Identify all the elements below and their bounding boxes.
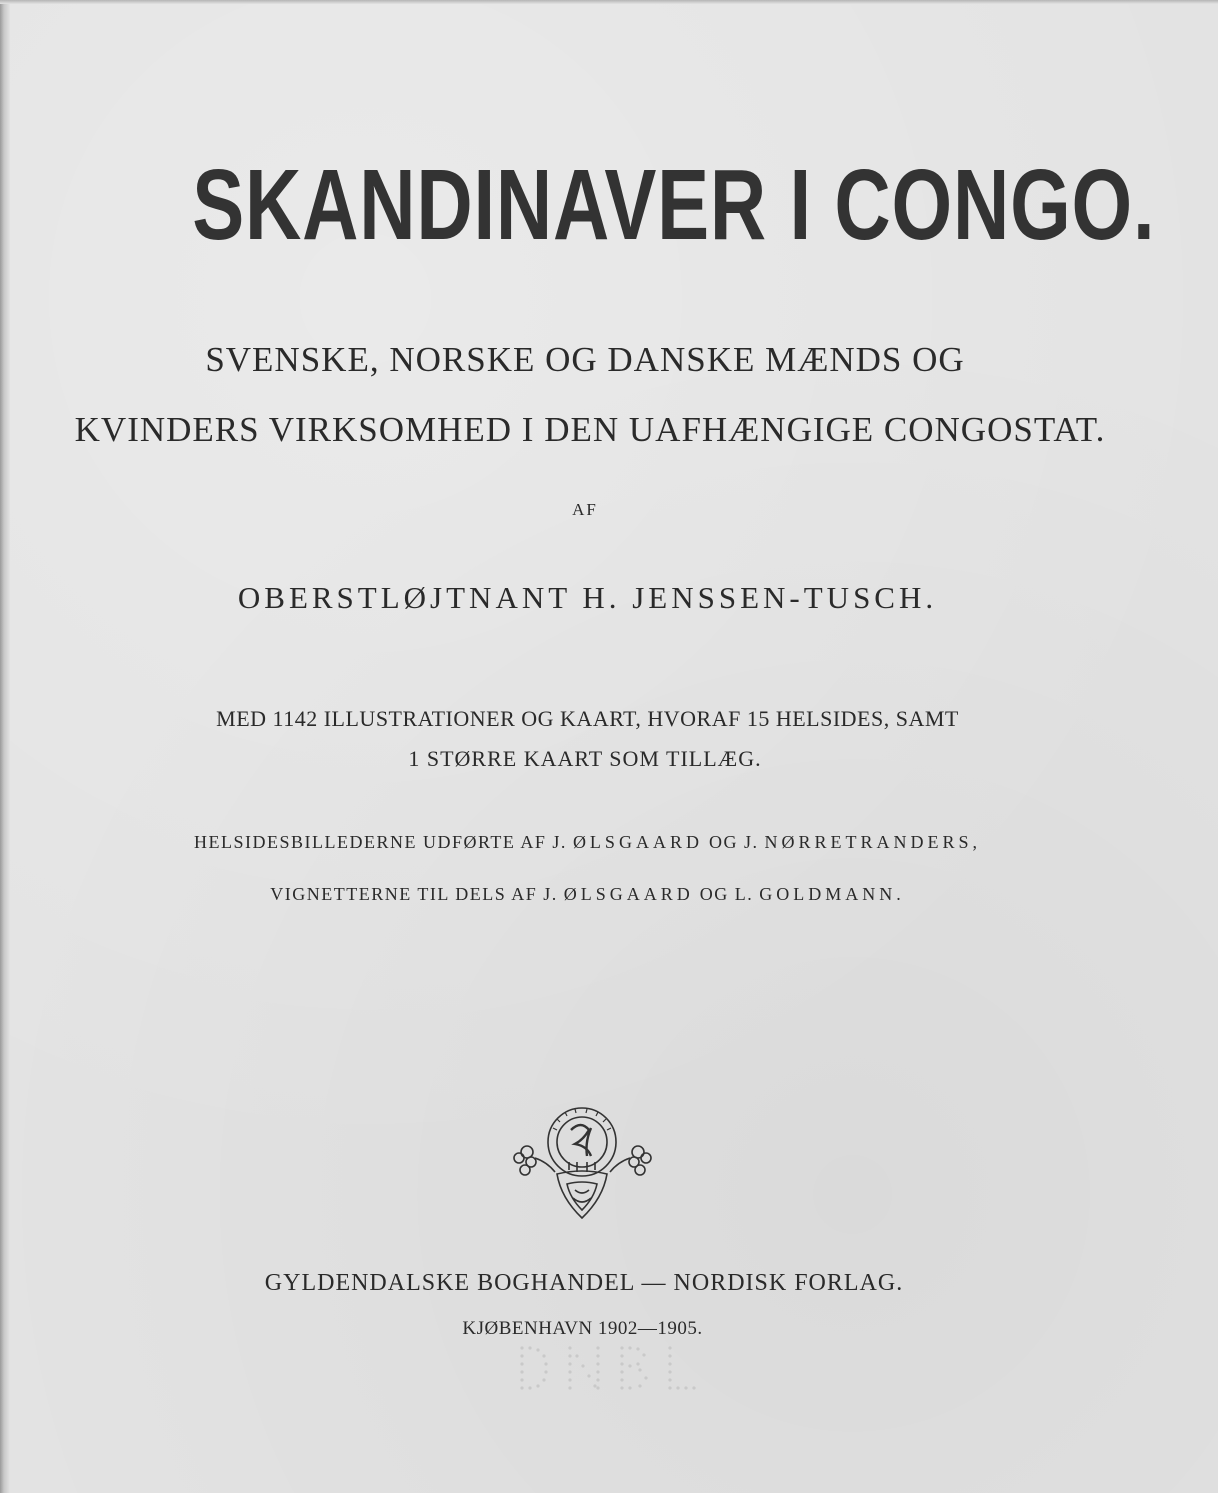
stamp-extra-marks [668,1346,695,1389]
credits-line-1-name-1: ØLSGAARD [572,832,703,852]
library-perforation-stamp-icon [510,1340,710,1396]
page-top-edge [0,0,1218,4]
stamp-letter-n [568,1346,599,1389]
by-label: AF [572,500,598,519]
credits-line-2-mid: OG L. [693,884,760,904]
credits-line-2-name-1: ØLSGAARD [563,884,694,904]
stamp-letter-b [620,1346,647,1389]
credits-line-1-name-2: NØRRETRANDERS, [764,832,981,852]
stamp-letter-d [520,1346,547,1389]
place-and-years: KJØBENHAVN 1902—1905. [462,1318,703,1339]
author-name: OBERSTLØJTNANT H. JENSSEN-TUSCH. [237,580,938,615]
book-title: SKANDINAVER I CONGO. [192,149,1156,261]
credits-line-1-mid: OG J. [702,832,765,852]
illustrations-line-2: 1 STØRRE KAART SOM TILLÆG. [408,746,762,771]
subtitle-line-1: SVENSKE, NORSKE OG DANSKE MÆNDS OG [205,340,965,379]
publisher-monogram-emblem-icon [505,1100,660,1225]
publisher-name: GYLDENDALSKE BOGHANDEL — NORDISK FORLAG. [264,1270,904,1296]
credits-line-2-prefix: VIGNETTERNE TIL DELS AF J. [270,884,564,904]
credits-line-1 [0,832,1175,853]
subtitle-line-2: KVINDERS VIRKSOMHED I DEN UAFHÆNGIGE CONGOSTAT. [74,410,1106,449]
credits-line-2 [0,884,1175,905]
credits-line-1-prefix: HELSIDESBILLEDERNE UDFØRTE AF J. [194,832,573,852]
illustrations-line-1: MED 1142 ILLUSTRATIONER OG KAART, HVORAF 15 HELSIDES, SAMT [216,706,959,731]
credits-line-2-name-2: GOLDMANN. [759,884,905,904]
